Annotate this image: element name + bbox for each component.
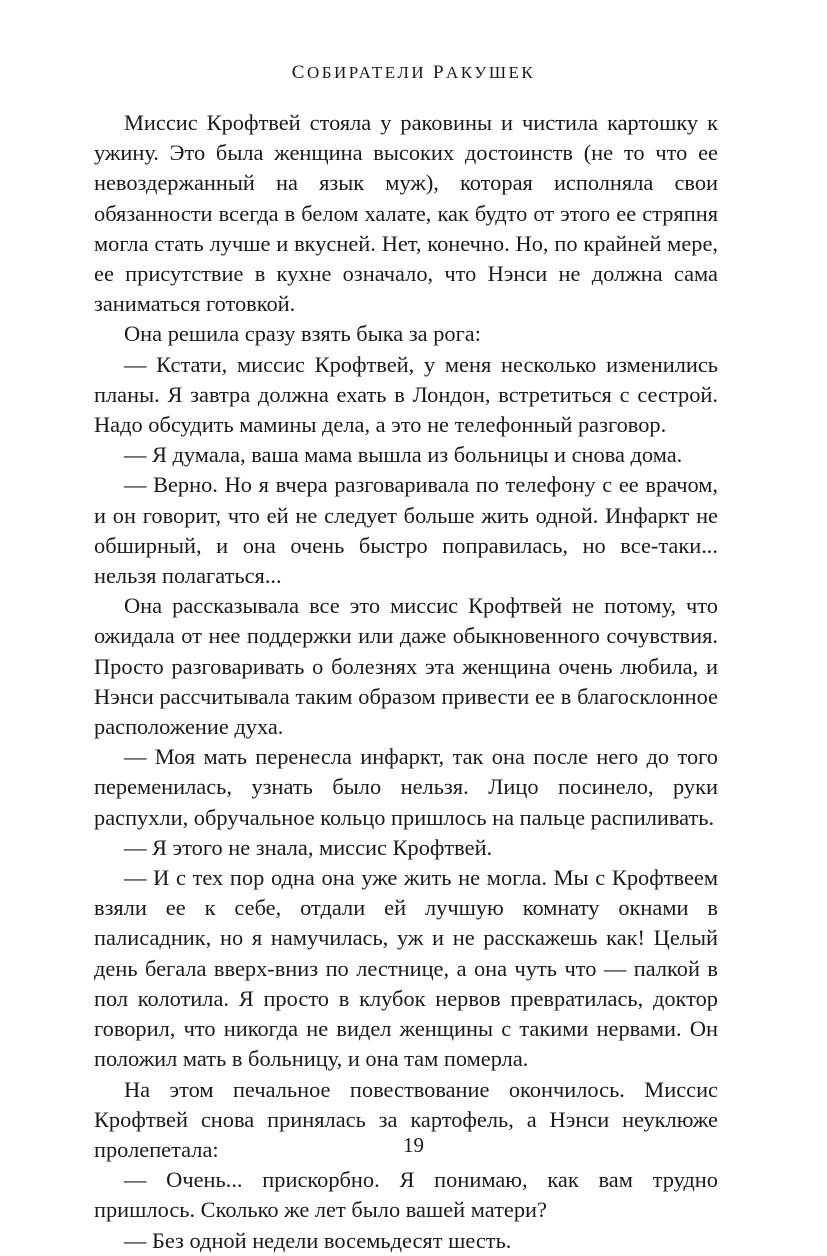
running-head <box>0 62 827 84</box>
paragraph: — Верно. Но я вчера разговаривала по телефону с ее врачом, и он говорит, что ей не следует больше жить одной. Инфаркт не обширный, и она очень быстро поправилась, но все-таки... нельзя полагаться... <box>94 472 718 589</box>
paragraph: — Очень... прискорбно. Я понимаю, как вам трудно пришлось. Сколько же лет было вашей матери? <box>94 1167 718 1223</box>
paragraph: Миссис Крофтвей стояла у раковины и чистила картошку к ужину. Это была женщина высоких достоинств (не то что ее невоздержанный на язык муж), которая исполняла свои обязанности всегда в белом халате, как будто от этого ее стряпня могла стать лучше и вкусней. Нет, конечно. Но, по крайней мере, ее присутствие в кухне означало, что Нэнси не должна сама заниматься готовкой. <box>94 110 718 317</box>
running-head-title: СОБИРАТЕЛИ РАКУШЕК <box>291 62 536 83</box>
paragraph: — Без одной недели восемьдесят шесть. <box>124 1227 512 1253</box>
page-number: 19 <box>403 1133 424 1157</box>
paragraph: — И с тех пор одна она уже жить не могла. Мы с Крофтвеем взяли ее к себе, отдали ей лучшую комнату окнами в палисадник, но я намучилась, уж и не расскажешь как! Целый день бегала вверх-вниз по лестнице, а она чуть что — палкой в пол колотила. Я просто в клубок нервов превратилась, доктор говорил, что никогда не видел женщины с такими нервами. Он положил мать в больницу, и она там померла. <box>94 865 718 1072</box>
body-text <box>94 108 718 1256</box>
paragraph: На этом печальное повествование окончилось. Миссис Крофтвей снова принялась за картофель, а Нэнси неуклюже пролепетала: <box>94 1076 718 1162</box>
paragraph: — Я этого не знала, миссис Крофтвей. <box>124 834 493 860</box>
paragraph: Она рассказывала все это миссис Крофтвей не потому, что ожидала от нее поддержки или даже обыкновенного сочувствия. Просто разговаривать о болезнях эта женщина очень любила, и Нэнси рассчитывала таким образом привести ее в благосклонное расположение духа. <box>94 593 718 740</box>
paragraph: — Кстати, миссис Крофтвей, у меня несколько изменились планы. Я завтра должна ехать в Лондон, встретиться с сестрой. Надо обсудить мамины дела, а это не телефонный разговор. <box>94 351 718 438</box>
paragraph: — Моя мать перенесла инфаркт, так она после него до того переменилась, узнать было нельзя. Лицо посинело, руки распухли, обручальное кольцо пришлось на пальце распиливать. <box>94 744 718 830</box>
paragraph: — Я думала, ваша мама вышла из больницы и снова дома. <box>124 442 683 468</box>
paragraph: Она решила сразу взять быка за рога: <box>124 321 481 347</box>
